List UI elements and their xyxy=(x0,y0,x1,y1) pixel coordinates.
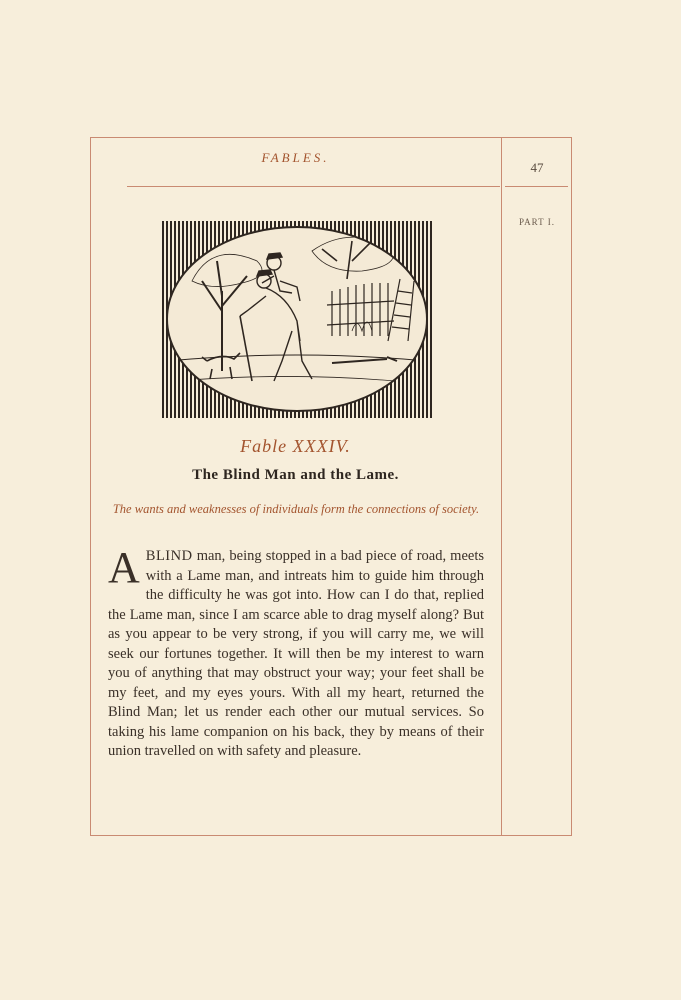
page-number: 47 xyxy=(530,160,544,175)
running-head: FABLES. xyxy=(261,150,330,165)
fable-illustration xyxy=(162,221,432,418)
drop-cap: A xyxy=(108,543,140,592)
body-text: man, being stopped in a bad piece of road, meets with a Lame man, and intreats him to guide him through the difficulty he was got into. How can I do that, replied the Lame man, since I am scarce able to drag myself along? But as you appear to be very strong, if you will carry me, we will seek our fortunes together. It will then be my interest to warn you of anything that may obstruct your way; your feet shall be my feet, and my eyes yours. With all my heart, returned the Blind Man; let us render each other our mutual services. So taking his lame companion on his back, they by means of their union travelled on with safety and pleasure. xyxy=(108,548,484,759)
margin-rule xyxy=(505,186,568,187)
fable-title: The Blind Man and the Lame. xyxy=(192,467,399,483)
margin-divider xyxy=(501,137,502,836)
lead-word: BLIND xyxy=(145,548,193,564)
fable-number: Fable XXXIV. xyxy=(240,436,351,456)
fable-body xyxy=(108,543,484,762)
fable-moral: The wants and weaknesses of individuals form the connections of society. xyxy=(112,502,480,516)
head-rule xyxy=(127,186,500,187)
side-note: PART I. xyxy=(519,217,555,227)
